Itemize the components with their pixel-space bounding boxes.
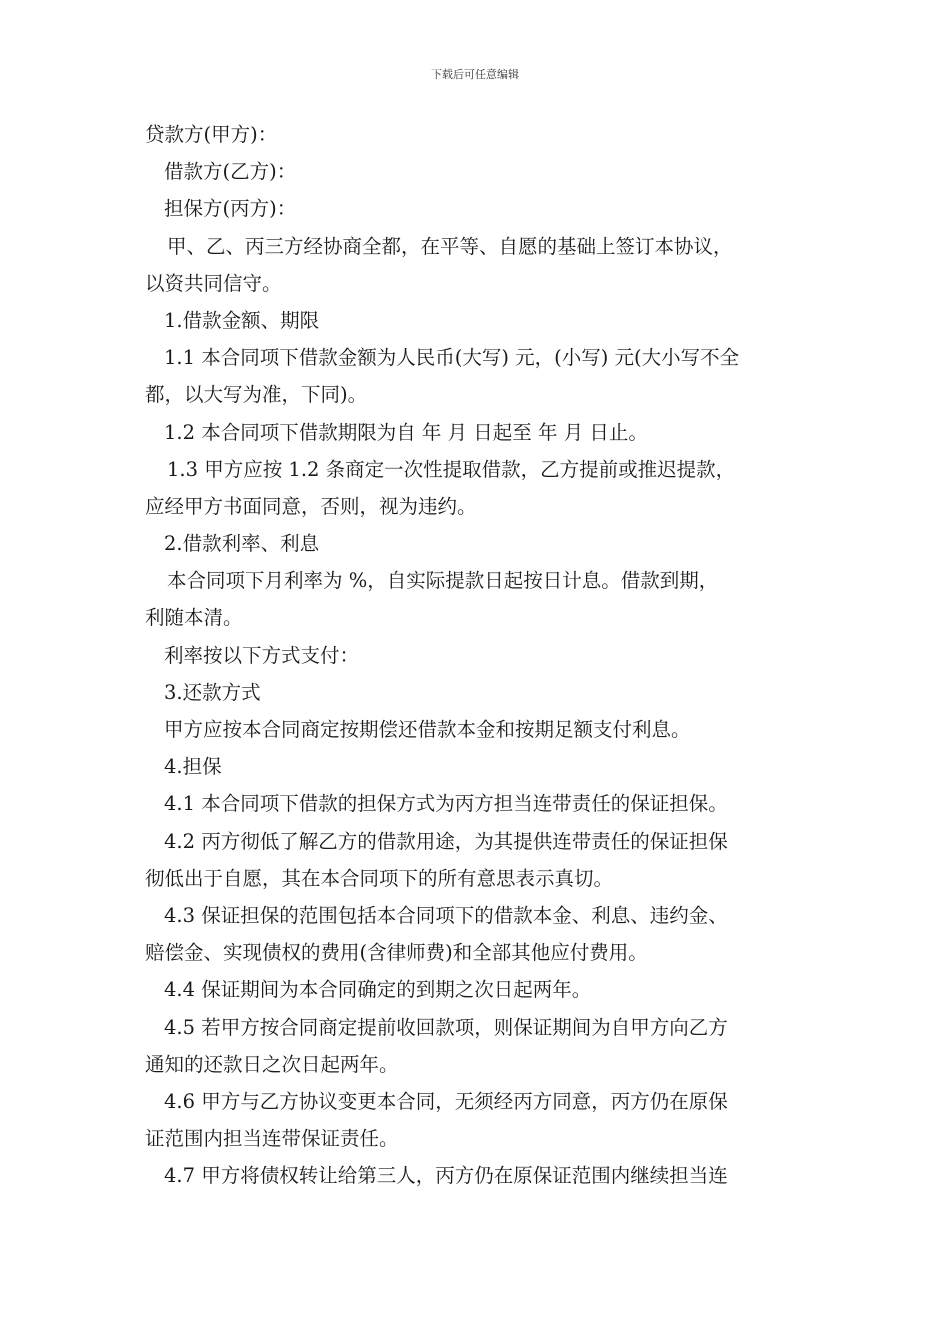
text-line: 以资共同信守。 bbox=[145, 271, 282, 295]
text-line: 4.3 保证担保的范围包括本合同项下的借款本金、利息、违约金、 bbox=[164, 903, 728, 927]
section-heading: 4.担保 bbox=[164, 755, 222, 779]
text-line: 4.2 丙方彻低了解乙方的借款用途，为其提供连带责任的保证担保 bbox=[164, 829, 728, 853]
text-line: 1.2 本合同项下借款期限为自 年 月 日起至 年 月 日止。 bbox=[164, 420, 648, 444]
text-line: 通知的还款日之次日起两年。 bbox=[145, 1052, 399, 1076]
text-line: 4.5 若甲方按合同商定提前收回款项，则保证期间为自甲方向乙方 bbox=[164, 1015, 728, 1039]
text-line: 甲、乙、丙三方经协商全都，在平等、自愿的基础上签订本协议， bbox=[167, 234, 733, 258]
text-line: 1.3 甲方应按 1.2 条商定一次性提取借款，乙方提前或推迟提款， bbox=[167, 457, 736, 481]
text-line: 赔偿金、实现债权的费用(含律师费)和全部其他应付费用。 bbox=[145, 941, 648, 965]
text-line: 证范围内担当连带保证责任。 bbox=[145, 1127, 399, 1151]
text-line: 应经甲方书面同意，否则，视为违约。 bbox=[145, 494, 477, 518]
text-line: 利随本清。 bbox=[145, 606, 243, 630]
section-heading: 1.借款金额、期限 bbox=[164, 308, 320, 332]
text-line: 担保方(丙方)： bbox=[164, 197, 297, 221]
text-line: 借款方(乙方)： bbox=[164, 160, 297, 184]
section-heading: 2.借款利率、利息 bbox=[164, 532, 320, 556]
page-header: 下载后可任意编辑 bbox=[431, 68, 519, 81]
text-line: 4.1 本合同项下借款的担保方式为丙方担当连带责任的保证担保。 bbox=[164, 792, 728, 816]
text-line: 都，以大写为准，下同)。 bbox=[145, 383, 368, 407]
section-heading: 3.还款方式 bbox=[164, 680, 261, 704]
document-body bbox=[145, 116, 815, 1194]
text-line: 彻低出于自愿，其在本合同项下的所有意思表示真切。 bbox=[145, 866, 614, 890]
text-line: 4.4 保证期间为本合同确定的到期之次日起两年。 bbox=[164, 978, 592, 1002]
text-line: 贷款方(甲方)： bbox=[145, 123, 278, 146]
text-line: 利率按以下方式支付： bbox=[164, 643, 360, 667]
text-line: 4.6 甲方与乙方协议变更本合同，无须经丙方同意，丙方仍在原保 bbox=[164, 1089, 728, 1113]
text-line: 甲方应按本合同商定按期偿还借款本金和按期足额支付利息。 bbox=[164, 718, 691, 741]
text-line: 本合同项下月利率为 %，自实际提款日起按日计息。借款到期， bbox=[167, 569, 719, 593]
text-line: 1.1 本合同项下借款金额为人民币(大写) 元，(小写) 元(大小写不全 bbox=[164, 346, 740, 370]
text-line: 4.7 甲方将债权转让给第三人，丙方仍在原保证范围内继续担当连 bbox=[164, 1164, 728, 1188]
